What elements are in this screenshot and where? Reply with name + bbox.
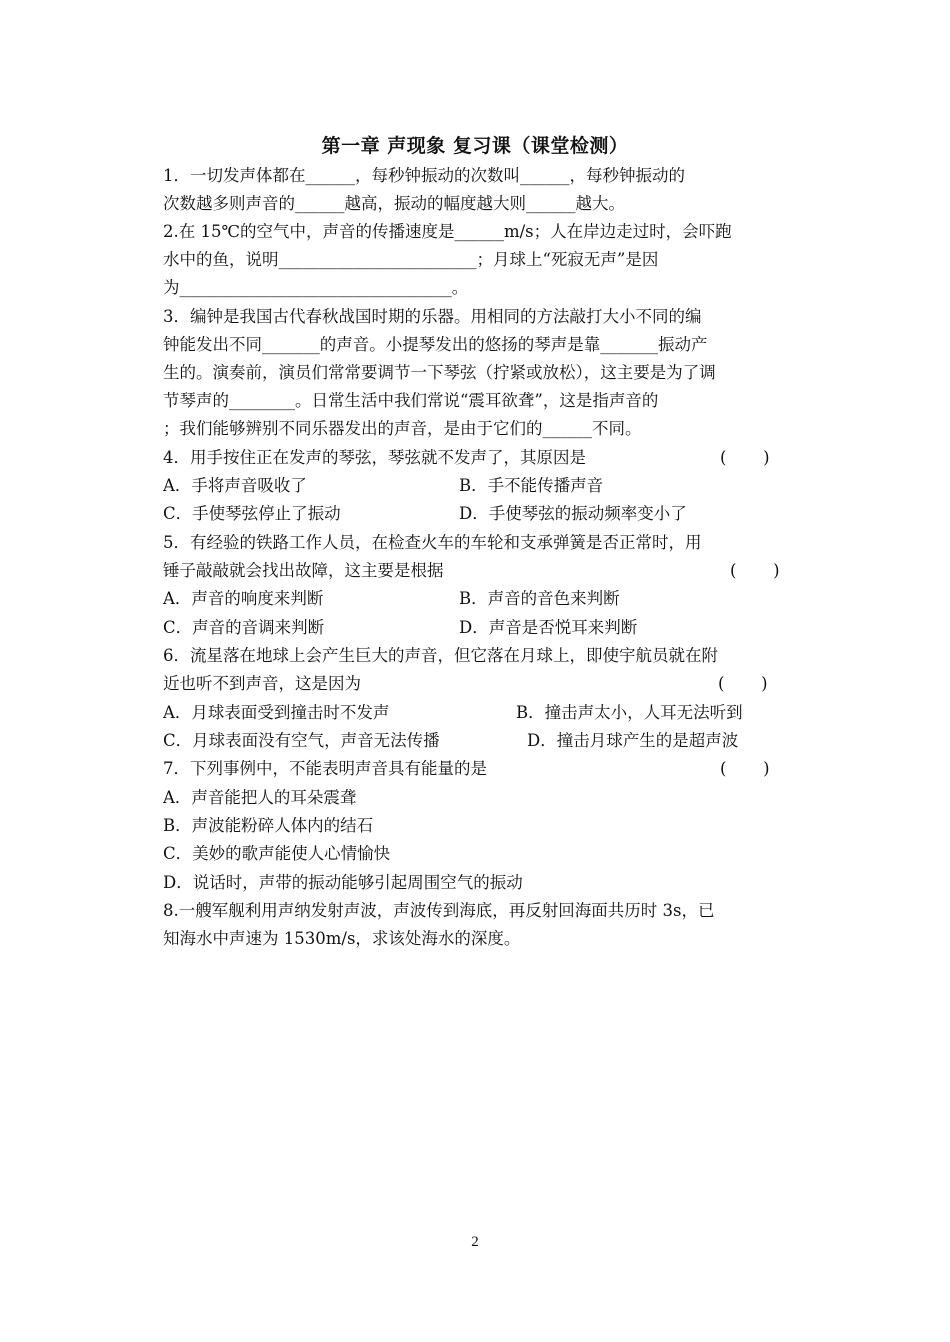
text-line: C．声音的音调来判断 — [163, 618, 325, 637]
text-line: 近也听不到声音，这是因为 — [163, 674, 361, 693]
text-line: 为_________________________________。 — [163, 278, 469, 297]
answer-bracket: ( ) — [720, 759, 770, 778]
text-line: A．声音能把人的耳朵震聋 — [163, 788, 357, 807]
text-line: 锤子敲敲就会找出故障，这主要是根据 — [163, 561, 444, 580]
answer-bracket: ( ) — [720, 448, 770, 467]
text-line: 5．有经验的铁路工作人员，在检查火车的车轮和支承弹簧是否正常时，用 — [163, 533, 702, 552]
text-line: 节琴声的________。日常生活中我们常说“震耳欲聋”，这是指声音的 — [163, 391, 659, 410]
answer-bracket: ( ) — [718, 674, 768, 693]
text-line: 4．用手按住正在发声的琴弦，琴弦就不发声了，其原因是 — [163, 448, 586, 467]
text-line: A．声音的响度来判断 — [163, 589, 324, 608]
text-line: ；我们能够辨别不同乐器发出的声音，是由于它们的______不同。 — [163, 419, 642, 438]
answer-option: B．手不能传播声音 — [459, 476, 604, 495]
answer-option: D．手使琴弦的振动频率变小了 — [459, 504, 687, 523]
answer-bracket: ( ) — [730, 561, 780, 580]
page-title: 第一章 声现象 复习课（课堂检测） — [321, 135, 629, 157]
answer-option: D．撞击月球产生的是超声波 — [527, 731, 739, 750]
answer-option: B．撞击声太小，人耳无法听到 — [516, 703, 743, 722]
text-line: 8.一艘军舰利用声纳发射声波，声波传到海底，再反射回海面共历时 3s，已 — [163, 901, 715, 920]
text-line: C．美妙的歌声能使人心情愉快 — [163, 844, 391, 863]
answer-option: B．声音的音色来判断 — [459, 589, 620, 608]
text-line: 2.在 15℃的空气中，声音的传播速度是______m/s；人在岸边走过时，会吓跑 — [163, 222, 732, 241]
text-line: 钟能发出不同_______的声音。小提琴发出的悠扬的琴声是靠_______振动产 — [163, 335, 708, 354]
text-line: 水中的鱼，说明________________________；月球上“死寂无声”是因 — [163, 250, 659, 269]
page-number: 2 — [471, 1234, 479, 1250]
text-line: 知海水中声速为 1530m/s，求该处海水的深度。 — [163, 929, 521, 948]
text-line: 次数越多则声音的______越高，振动的幅度越大则______越大。 — [163, 194, 625, 213]
text-line: A．手将声音吸收了 — [163, 476, 307, 495]
text-line: D．说话时，声带的振动能够引起周围空气的振动 — [163, 873, 523, 892]
text-line: 生的。演奏前，演员们常常要调节一下琴弦（拧紧或放松），这主要是为了调 — [163, 363, 716, 382]
text-line: 6．流星落在地球上会产生巨大的声音，但它落在月球上，即使宇航员就在附 — [163, 646, 718, 665]
text-line: A．月球表面受到撞击时不发声 — [163, 703, 390, 722]
text-line: 1．一切发声体都在______，每秒钟振动的次数叫______，每秒钟振动的 — [163, 166, 685, 185]
text-line: C．月球表面没有空气，声音无法传播 — [163, 731, 440, 750]
text-line: C．手使琴弦停止了振动 — [163, 504, 341, 523]
text-line: 7．下列事例中，不能表明声音具有能量的是 — [163, 759, 487, 778]
answer-option: D．声音是否悦耳来判断 — [459, 618, 638, 637]
text-line: 3．编钟是我国古代春秋战国时期的乐器。用相同的方法敲打大小不同的编 — [163, 307, 702, 326]
text-line: B．声波能粉碎人体内的结石 — [163, 816, 374, 835]
